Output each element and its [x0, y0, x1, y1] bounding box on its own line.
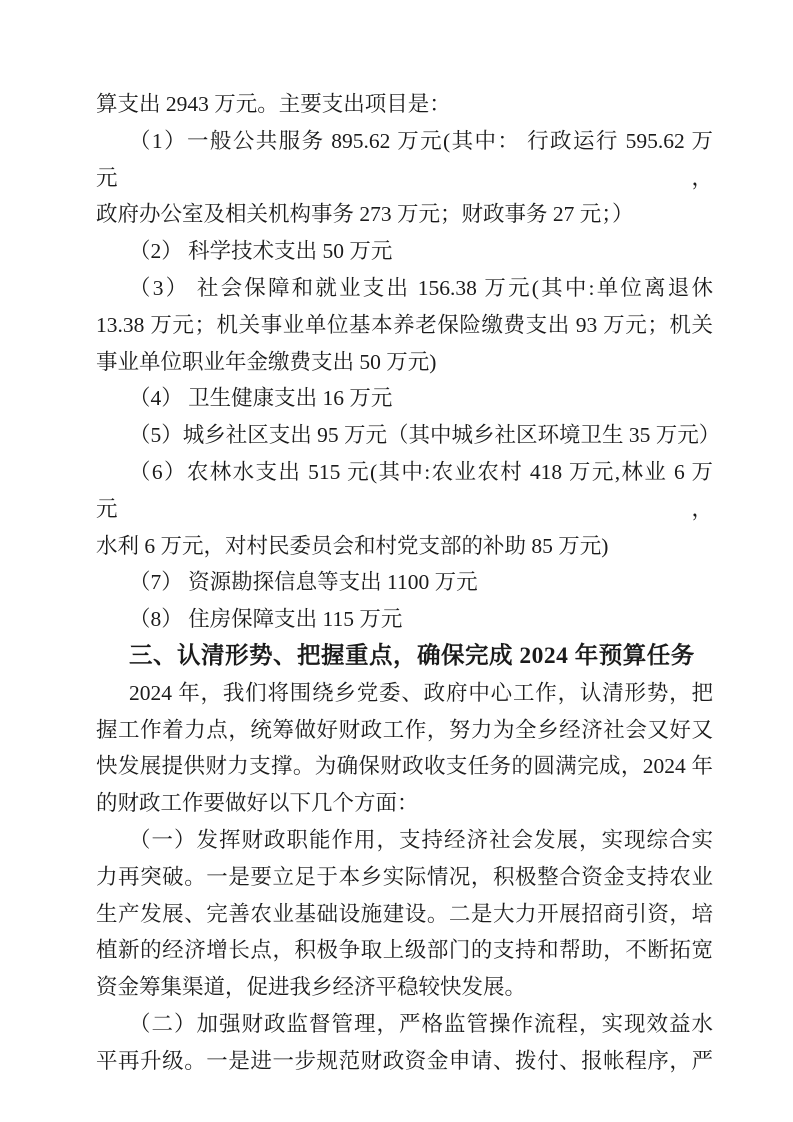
paragraph: [96, 454, 713, 564]
heading-line: 三、认清形势、把握重点，确保完成 2024 年预算任务: [129, 642, 695, 669]
paragraph: [96, 675, 713, 822]
paragraph: [96, 601, 713, 638]
text-line: 快发展提供财力支撑。为确保财政收支任务的圆满完成，2024 年: [96, 754, 713, 779]
text-line: （5）城乡社区支出 95 万元（其中城乡社区环境卫生 35 万元）: [129, 423, 721, 448]
text-line: 生产发展、完善农业基础设施建设。二是大力开展招商引资，培: [96, 901, 713, 926]
paragraph: [96, 1006, 713, 1080]
section-heading: [96, 638, 713, 675]
text-line: 水利 6 万元，对村民委员会和村党支部的补助 85 万元): [96, 533, 609, 558]
text-line: 握工作着力点，统筹做好财政工作，努力为全乡经济社会又好又: [96, 717, 713, 742]
paragraph: [96, 822, 713, 1006]
text-line: 力再突破。一是要立足于本乡实际情况，积极整合资金支持农业: [96, 864, 713, 889]
text-line: （2） 科学技术支出 50 万元: [129, 239, 393, 264]
text-line: （7） 资源勘探信息等支出 1100 万元: [129, 570, 478, 595]
paragraph: [96, 564, 713, 601]
paragraph: [96, 123, 713, 233]
text-line: （6）农林水支出 515 元(其中:农业农村 418 万元,林业 6 万元，: [96, 459, 713, 521]
paragraph: [96, 270, 713, 380]
text-line: （一）发挥财政职能作用，支持经济社会发展，实现综合实: [129, 827, 713, 852]
paragraph: [96, 380, 713, 417]
text-line: 事业单位职业年金缴费支出 50 万元): [96, 349, 437, 374]
text-line: （8） 住房保障支出 115 万元: [129, 607, 403, 632]
text-line: 2024 年，我们将围绕乡党委、政府中心工作，认清形势，把: [129, 680, 713, 705]
text-line: （1）一般公共服务 895.62 万元(其中： 行政运行 595.62 万元，: [96, 128, 713, 190]
text-line: 的财政工作要做好以下几个方面：: [96, 791, 419, 816]
text-line: 植新的经济增长点，积极争取上级部门的支持和帮助，不断拓宽: [96, 938, 713, 963]
text-line: 资金筹集渠道，促进我乡经济平稳较快发展。: [96, 975, 527, 1000]
paragraph: [96, 86, 713, 123]
text-line: （二）加强财政监督管理，严格监管操作流程，实现效益水: [129, 1011, 713, 1036]
text-line: 13.38 万元；机关事业单位基本养老保险缴费支出 93 万元；机关: [96, 312, 713, 337]
text-line: 政府办公室及相关机构事务 273 万元；财政事务 27 元；）: [96, 202, 634, 227]
text-line: （3） 社会保障和就业支出 156.38 万元(其中:单位离退休: [129, 275, 713, 300]
text-block: [96, 86, 721, 1080]
paragraph: [96, 417, 721, 454]
text-line: 算支出 2943 万元。主要支出项目是：: [96, 92, 451, 116]
text-line: 平再升级。一是进一步规范财政资金申请、拨付、报帐程序，严: [96, 1048, 713, 1073]
text-line: （4） 卫生健康支出 16 万元: [129, 386, 393, 411]
paragraph: [96, 233, 713, 270]
